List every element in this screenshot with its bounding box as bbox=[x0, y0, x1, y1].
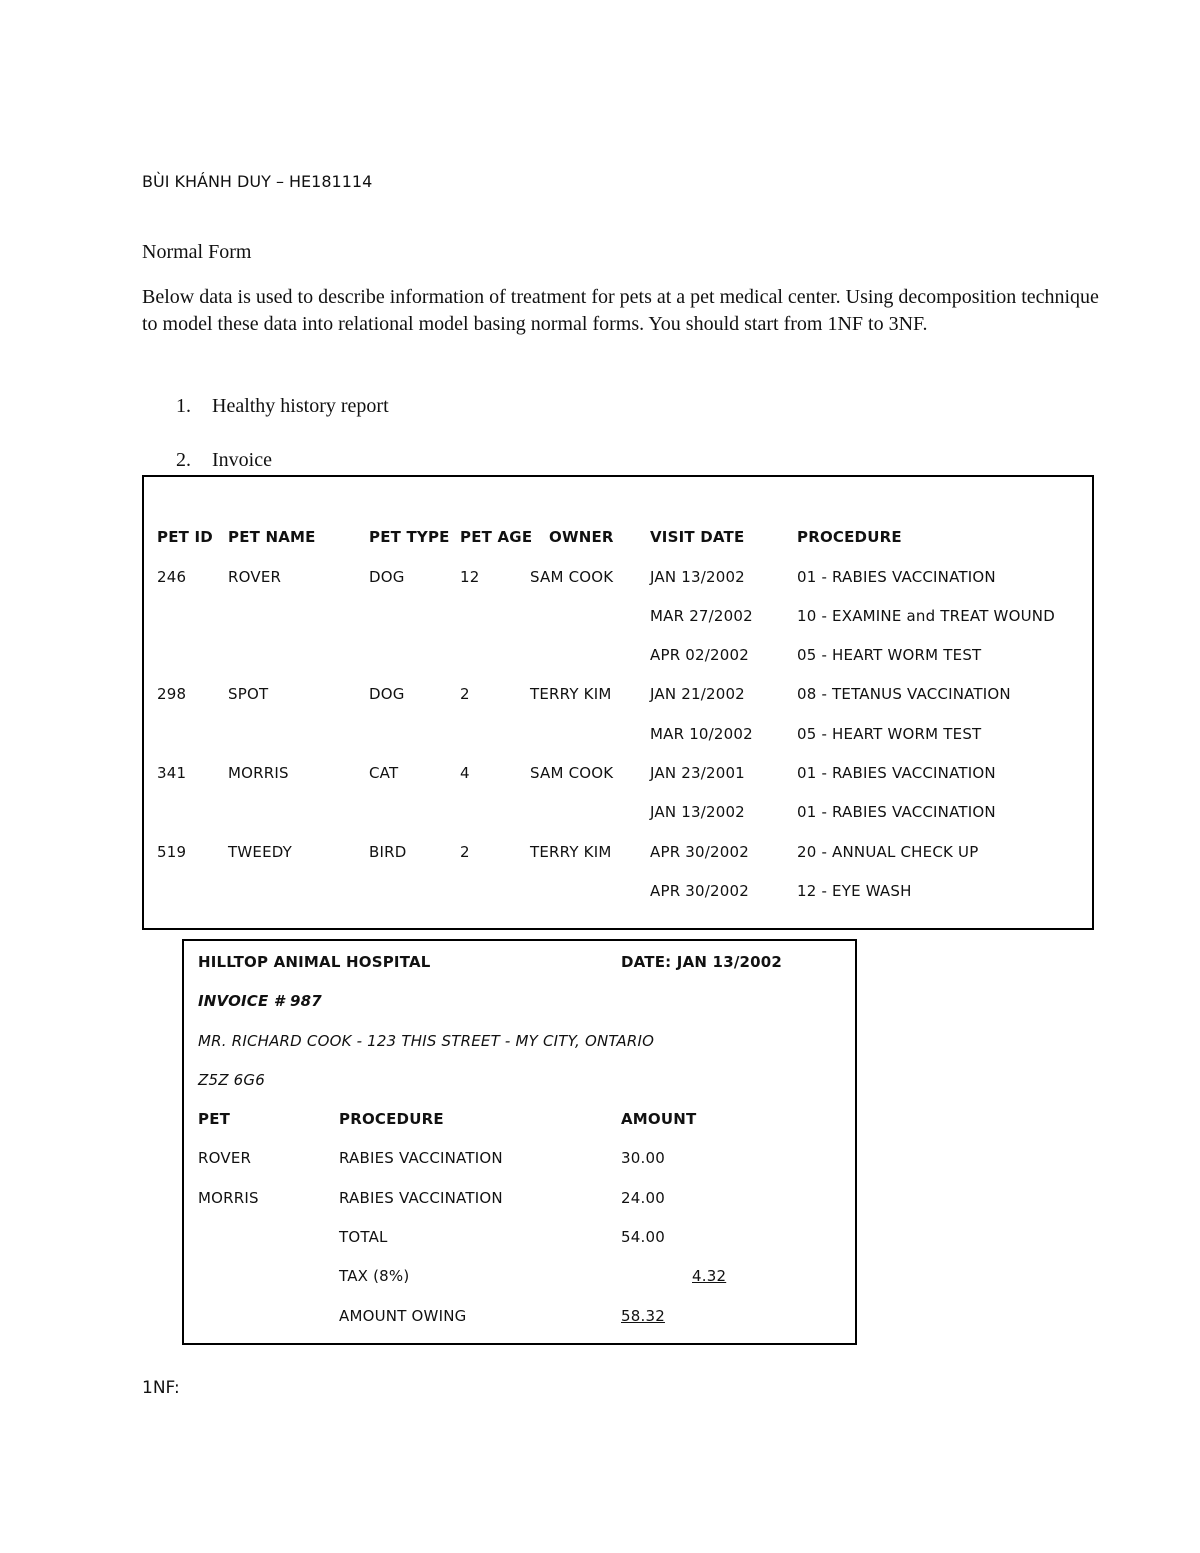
cell-visit-date: MAR 10/2002 bbox=[650, 725, 753, 743]
invoice-number: INVOICE # 987 bbox=[198, 992, 322, 1010]
cell-pet-id: 246 bbox=[157, 568, 187, 586]
cell-procedure: 10 - EXAMINE and TREAT WOUND bbox=[797, 607, 1055, 625]
cell-pet-type: CAT bbox=[369, 764, 399, 782]
cell-visit-date: JAN 21/2002 bbox=[650, 685, 745, 703]
cell-visit-date: APR 30/2002 bbox=[650, 843, 750, 861]
cell-visit-date: APR 30/2002 bbox=[650, 882, 750, 900]
cell-procedure: 01 - RABIES VACCINATION bbox=[797, 803, 996, 821]
history-report-table bbox=[142, 475, 1094, 930]
column-header-pet-age: PET AGE bbox=[460, 528, 533, 546]
item-amount: 30.00 bbox=[621, 1149, 665, 1167]
column-header-pet-id: PET ID bbox=[157, 528, 213, 546]
list-label: Healthy history report bbox=[212, 395, 389, 417]
cell-visit-date: MAR 27/2002 bbox=[650, 607, 753, 625]
column-header-pet-name: PET NAME bbox=[228, 528, 316, 546]
item-procedure: RABIES VACCINATION bbox=[339, 1189, 503, 1207]
column-header-amount: AMOUNT bbox=[621, 1110, 697, 1128]
list-number: 1. bbox=[176, 395, 191, 417]
cell-procedure: 05 - HEART WORM TEST bbox=[797, 725, 982, 743]
cell-procedure: 20 - ANNUAL CHECK UP bbox=[797, 843, 979, 861]
author-line: BÙI KHÁNH DUY – HE181114 bbox=[142, 172, 373, 191]
cell-pet-type: DOG bbox=[369, 568, 405, 586]
cell-owner: TERRY KIM bbox=[530, 843, 612, 861]
cell-owner: TERRY KIM bbox=[530, 685, 612, 703]
invoice-box bbox=[182, 939, 857, 1345]
total-label: TOTAL bbox=[339, 1228, 388, 1246]
item-pet: ROVER bbox=[198, 1149, 252, 1167]
invoice-date: DATE: JAN 13/2002 bbox=[621, 953, 783, 971]
postal-code: Z5Z 6G6 bbox=[198, 1071, 265, 1089]
column-header-visit-date: VISIT DATE bbox=[650, 528, 745, 546]
tax-value: 4.32 bbox=[692, 1267, 727, 1285]
total-value: 54.00 bbox=[621, 1228, 665, 1246]
cell-pet-id: 519 bbox=[157, 843, 187, 861]
cell-pet-id: 341 bbox=[157, 764, 187, 782]
list-number: 2. bbox=[176, 449, 191, 471]
item-pet: MORRIS bbox=[198, 1189, 259, 1207]
cell-pet-name: TWEEDY bbox=[228, 843, 293, 861]
amount-owing-value: 58.32 bbox=[621, 1307, 665, 1325]
cell-pet-type: DOG bbox=[369, 685, 405, 703]
item-amount: 24.00 bbox=[621, 1189, 665, 1207]
list-item bbox=[176, 395, 389, 418]
item-procedure: RABIES VACCINATION bbox=[339, 1149, 503, 1167]
amount-owing-label: AMOUNT OWING bbox=[339, 1307, 467, 1325]
column-header-pet-type: PET TYPE bbox=[369, 528, 450, 546]
list-item bbox=[176, 449, 272, 472]
cell-pet-age: 4 bbox=[460, 764, 470, 782]
hospital-name: HILLTOP ANIMAL HOSPITAL bbox=[198, 953, 431, 971]
cell-pet-age: 2 bbox=[460, 843, 470, 861]
cell-procedure: 01 - RABIES VACCINATION bbox=[797, 764, 996, 782]
cell-visit-date: JAN 13/2002 bbox=[650, 803, 745, 821]
customer-address: MR. RICHARD COOK - 123 THIS STREET - MY CITY, ONTARIO bbox=[198, 1032, 655, 1050]
cell-visit-date: JAN 23/2001 bbox=[650, 764, 745, 782]
cell-procedure: 08 - TETANUS VACCINATION bbox=[797, 685, 1011, 703]
column-header-procedure: PROCEDURE bbox=[339, 1110, 444, 1128]
column-header-owner: OWNER bbox=[549, 528, 614, 546]
tax-label: TAX (8%) bbox=[339, 1267, 410, 1285]
cell-owner: SAM COOK bbox=[530, 764, 614, 782]
column-header-pet: PET bbox=[198, 1110, 231, 1128]
nf-label: 1NF: bbox=[142, 1378, 180, 1398]
cell-procedure: 05 - HEART WORM TEST bbox=[797, 646, 982, 664]
cell-pet-type: BIRD bbox=[369, 843, 407, 861]
cell-owner: SAM COOK bbox=[530, 568, 614, 586]
description-paragraph: Below data is used to describe information of treatment for pets at a pet medical center. Using decomposition technique to model these data into relational model basing normal forms. You should start from 1NF to 3NF. bbox=[142, 286, 1099, 335]
cell-procedure: 01 - RABIES VACCINATION bbox=[797, 568, 996, 586]
section-title: Normal Form bbox=[142, 241, 252, 263]
cell-pet-age: 12 bbox=[460, 568, 480, 586]
cell-visit-date: APR 02/2002 bbox=[650, 646, 750, 664]
cell-pet-age: 2 bbox=[460, 685, 470, 703]
list-label: Invoice bbox=[212, 449, 272, 471]
cell-pet-name: MORRIS bbox=[228, 764, 289, 782]
cell-procedure: 12 - EYE WASH bbox=[797, 882, 912, 900]
cell-visit-date: JAN 13/2002 bbox=[650, 568, 745, 586]
column-header-procedure: PROCEDURE bbox=[797, 528, 902, 546]
cell-pet-id: 298 bbox=[157, 685, 187, 703]
cell-pet-name: SPOT bbox=[228, 685, 269, 703]
cell-pet-name: ROVER bbox=[228, 568, 282, 586]
